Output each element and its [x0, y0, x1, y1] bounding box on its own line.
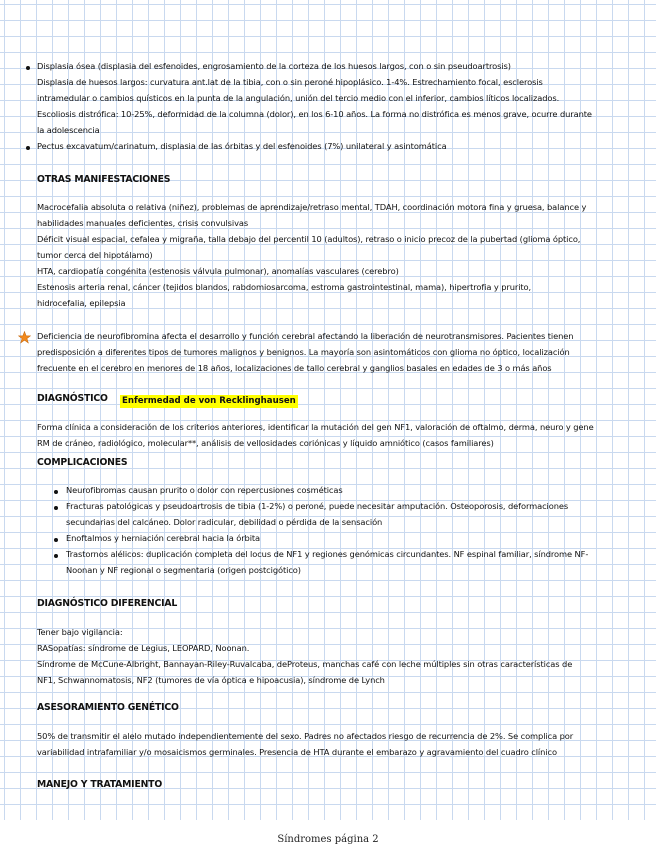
list-item: Neurofibromas causan prurito o dolor con repercusiones cosméticas	[66, 485, 343, 495]
section-heading: COMPLICACIONES	[37, 457, 128, 468]
text-line: variabilidad intrafamiliar y/o mosaicismos germinales. Presencia de HTA durante el embarazo y agravamiento del cuadro clínico	[37, 747, 557, 757]
section-heading: ASESORAMIENTO GENÉTICO	[37, 702, 179, 713]
text-line: intramedular o cambios quísticos en la punta de la angulación, unión del tercio medio con el inferior, cambios líticos localizados.	[37, 93, 560, 103]
text-line: la adolescencia	[37, 125, 100, 135]
text-line: Escoliosis distrófica: 10-25%, deformidad de la columna (dolor), en los 6-10 años. La forma no distrófica es menos grave, ocurre durante	[37, 109, 592, 119]
text-line: RM de cráneo, radiológico, molecular**, análisis de vellosidades coriónicas y líquido amniótico (casos familiares)	[37, 438, 494, 448]
text-line: Displasia ósea (displasia del esfenoides, engrosamiento de la corteza de los huesos largos, con o sin pseudoartrosis)	[37, 61, 511, 71]
bullet-dot	[54, 538, 58, 542]
text-line: HTA, cardiopatía congénita (estenosis válvula pulmonar), anomalías vasculares (cerebro)	[37, 266, 399, 276]
text-line: 50% de transmitir el alelo mutado independientemente del sexo. Padres no afectados riesgo de recurrencia de 2%. Se complica por	[37, 731, 574, 741]
list-item: Enoftalmos y herniación cerebral hacia la órbita	[66, 533, 261, 543]
bullet-dot	[54, 490, 58, 494]
page-footer: Síndromes página 2	[277, 834, 379, 845]
list-item: secundarias del calcáneo. Dolor radicular, debilidad o pérdida de la sensación	[66, 517, 383, 527]
text-line: Forma clínica a consideración de los criterios anteriores, identificar la mutación del gen NF1, valoración de oftalmo, derma, neuro y gene	[37, 422, 594, 432]
text-line: Síndrome de McCune-Albright, Bannayan-Riley-Ruvalcaba, deProteus, manchas café con leche múltiples sin otras características de	[37, 659, 573, 669]
section-heading: OTRAS MANIFESTACIONES	[37, 174, 171, 185]
text-line: Deficiencia de neurofibromina afecta el desarrollo y función cerebral afectando la liberación de neurotransmisores. Pacientes tienen	[37, 331, 574, 341]
bullet-dot	[54, 554, 58, 558]
text-line: predisposición a diferentes tipos de tumores malignos y benignos. La mayoría son asintomáticos con glioma no óptico, localización	[37, 347, 570, 357]
text-line: Estenosis arteria renal, cáncer (tejidos blandos, rabdomiosarcoma, estroma gastrointestinal, mama), hipertrofia y prurito,	[37, 282, 532, 292]
star-icon	[18, 331, 31, 344]
bullet-dot	[54, 506, 58, 510]
section-heading: MANEJO Y TRATAMIENTO	[37, 779, 163, 790]
text-line: tumor cerca del hipotálamo)	[37, 250, 153, 260]
text-line: Displasia de huesos largos: curvatura ant.lat de la tibia, con o sin peroné hipoplásico. 1-4%. Estrechamiento focal, esclerosis	[37, 77, 543, 87]
text-line: hidrocefalia, epilepsia	[37, 298, 126, 308]
list-item: Fracturas patológicas y pseudoartrosis de tibia (1-2%) o peroné, puede necesitar amputación. Osteoporosis, deformaciones	[66, 501, 569, 511]
text-line: Déficit visual espacial, cefalea y migraña, talla debajo del percentil 10 (adultos), retraso o inicio precoz de la pubertad (glioma óptico,	[37, 234, 581, 244]
text-line: Macrocefalia absoluta o relativa (niñez), problemas de aprendizaje/retraso mental, TDAH, coordinación motora fina y gruesa, balance y	[37, 202, 587, 212]
bullet-dot	[26, 146, 30, 150]
list-item: Noonan y NF regional o segmentaria (origen postcigótico)	[66, 565, 301, 575]
text-line: frecuente en el cerebro en menores de 18 años, localizaciones de tallo cerebral y ganglios basales en edades de 3 o más años	[37, 363, 552, 373]
bullet-dot	[26, 66, 30, 70]
section-heading: DIAGNÓSTICO DIFERENCIAL	[37, 598, 178, 609]
list-item: Trastornos alélicos: duplicación completa del locus de NF1 y regiones genómicas circundantes. NF espinal familiar, síndrome NF-	[66, 549, 589, 559]
highlighted-term: Enfermedad de von Recklinghausen	[122, 396, 296, 406]
text-line: Tener bajo vigilancia:	[37, 627, 123, 637]
text-line: habilidades manuales deficientes, crisis convulsivas	[37, 218, 249, 228]
text-line: NF1, Schwannomatosis, NF2 (tumores de vía óptica e hipoacusia), síndrome de Lynch	[37, 675, 385, 685]
text-line: Pectus excavatum/carinatum, displasia de las órbitas y del esfenoides (7%) unilateral y asintomática	[37, 141, 447, 151]
text-line: RASopatías: síndrome de Legius, LEOPARD, Noonan.	[37, 643, 250, 653]
section-heading: DIAGNÓSTICO	[37, 393, 108, 404]
